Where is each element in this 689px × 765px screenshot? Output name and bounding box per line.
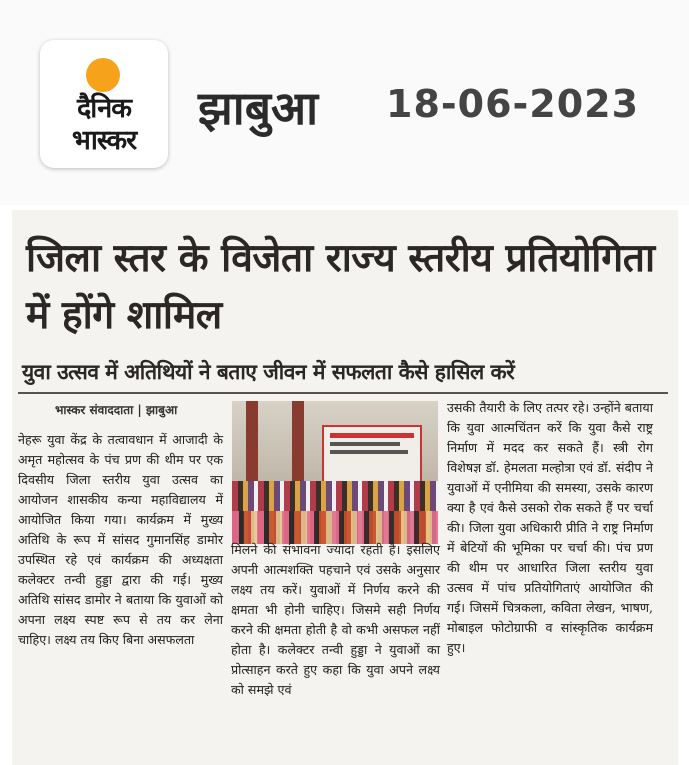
city-name: झाबुआ (198, 81, 318, 135)
stage-banner (322, 425, 422, 489)
sun-icon (86, 58, 120, 92)
event-photo (232, 401, 438, 544)
article-column-2: मिलने की संभावना ज्यादा रहती है। इसलिए अपनी आत्मशक्ति पहचाने एवं उसके अनुसार लक्ष्य तय करें। युवाओं में निर्णय करने की क्षमता भी होनी चाहिए। जिसमे सही निर्णय करने की क्षमता होती है वो कभी असफल नहीं होता है। कलेक्टर तन्वी हुड्डा ने युवाओं का प्रोत्साहन करते हुए कहा कि युवा अपने लक्ष्य को समझे एवं (231, 542, 440, 697)
dainik-bhaskar-logo (40, 40, 168, 168)
article-column-3: उसकी तैयारी के लिए तत्पर रहे। उन्होंने बताया कि युवा आत्मचिंतन करें कि युवा कैसे राष्ट्र निर्माण में मदद कर सकते हैं। स्त्री रोग विशेषज्ञ डॉ. हेमलता मल्होत्रा एवं डॉ. संदीप ने युवाओं में एनीमिया की समस्या, उसके कारण क्या है एवं कैसे उसको रोक सकते हैं पर चर्चा की। जिला युवा अधिकारी प्रीति ने राष्ट्र निर्माण में बेटियों की भूमिका पर चर्चा की। पंच प्रण की थीम पर आधारित जिला स्तरीय युवा उत्सव में पांच प्रतियोगिताएं आयोजित की गई। जिसमें चित्रकला, कविता लेखन, भाषण, मोबाइल फोटोग्राफी व सांस्कृतिक कार्यक्रम हुए। (447, 400, 653, 655)
article-subheadline: युवा उत्सव में अतिथियों ने बताए जीवन में सफलता कैसे हासिल करें (22, 360, 515, 384)
article-column-1: नेहरू युवा केंद्र के तत्वावधान में आजादी के अमृत महोत्सव के पंच प्रण की थीम पर एक दिवसीय जिला स्तरीय युवा उत्सव का आयोजन शासकीय कन्या महाविद्यालय में आयोजित किया गया। कार्यक्रम में मुख्य अतिथि के रूप में सांसद गुमानसिंह डामोर उपस्थित रहे एवं कार्यक्रम की अध्यक्षता कलेक्टर तन्वी हुड्डा द्वारा की गई। मुख्य अतिथि सांसद डामोर ने बताया कि युवाओं को अपना लक्ष्य स्पष्ट रूप से तय कर लेना चाहिए। लक्ष्य तय किए बिना असफलता (18, 432, 223, 647)
edition-date: 18-06-2023 (386, 82, 640, 126)
article-headline: जिला स्तर के विजेता राज्य स्तरीय प्रतियोगिता में होंगे शामिल (26, 235, 655, 338)
article-byline: भास्कर संवाददाता | झाबुआ (55, 403, 178, 417)
logo-line1: दैनिक (76, 93, 132, 124)
logo-line2: भास्कर (71, 125, 137, 156)
divider (18, 392, 668, 394)
page-header (0, 0, 689, 205)
